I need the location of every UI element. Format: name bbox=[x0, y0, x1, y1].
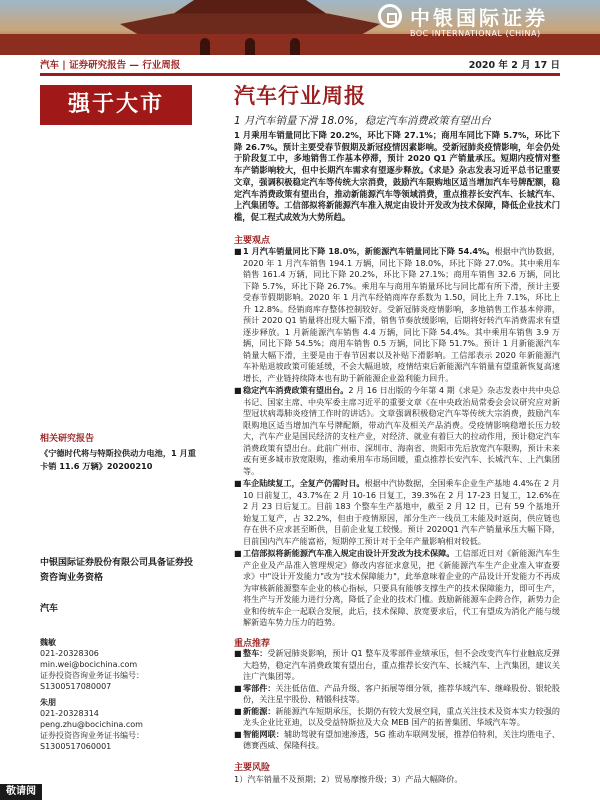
related-report-link[interactable]: 《宁德时代将与特斯拉供动力电池，1 月重卡销 11.6 万辆》20200210 bbox=[40, 448, 196, 471]
analyst-cert: 证券投资咨询业务证书编号：S1300517060001 bbox=[40, 731, 144, 751]
palace-gate bbox=[245, 38, 255, 55]
bullet-icon: ■ bbox=[234, 548, 242, 558]
focus-head: 零部件： bbox=[243, 682, 276, 693]
focus-head: 新能源： bbox=[243, 705, 276, 716]
analyst-name: 朱朋 bbox=[40, 698, 56, 707]
list-item bbox=[234, 385, 560, 477]
list-item bbox=[234, 246, 560, 384]
focus-list bbox=[234, 648, 560, 752]
boc-logo-icon bbox=[378, 4, 402, 28]
bullet-icon: ■ bbox=[234, 705, 242, 716]
section-risk: 主要风险 bbox=[234, 763, 271, 773]
list-item bbox=[234, 648, 560, 683]
sector-label: 汽车 bbox=[40, 604, 59, 614]
palace-gate bbox=[200, 38, 210, 55]
main-points-list bbox=[234, 246, 560, 630]
analyst-card bbox=[40, 637, 210, 692]
section-main-points: 主要观点 bbox=[234, 236, 271, 246]
analyst-cert: 证券投资咨询业务证书编号：S1300517080007 bbox=[40, 671, 144, 691]
point-head: 1 月汽车销量同比下降 18.0%，新能源汽车销量同比下降 54.4%。 bbox=[243, 246, 495, 256]
logo-en-text: BOC INTERNATIONAL (CHINA) bbox=[410, 29, 541, 38]
rating-badge: 强于大市 bbox=[40, 85, 192, 125]
page-subtitle: 1 月汽车销量下滑 18.0%，稳定汽车消费政策有望出台 bbox=[234, 115, 491, 127]
focus-body: 关注低估值、产品升级、客户拓展等细分领，推荐华域汽车、继峰股份、银轮股份，关注星宇股份、精锻科技等。 bbox=[243, 682, 560, 704]
point-head: 车企陆续复工，全复产仍需时日。 bbox=[243, 478, 365, 488]
breadcrumb: 汽车 | 证券研究报告 — 行业周报 bbox=[40, 60, 181, 71]
bullet-icon: ■ bbox=[234, 728, 242, 739]
point-body: 根据中汽协数据，2020 年 1 月汽车销售 194.1 万辆，同比下降 18.0%，环比下降 27.0%。其中乘用车销售 161.4 万辆，同比下降 20.2%，环比下降 27.1%；商用车销售 32.6 万辆，同比下降 5.7%，环比下降 26.7%。乘用车与商用车销量环比与同比都有所下滑，预计主要受春节假期影响。2020 年 1 月汽车经销商库存系数为 1.50，同比上升 7.1%，环比上升 12.8%。经销商库存整体控制较好。受新冠肺炎疫情影响，多地销售工作基本停滞，预计 2020 Q1 销量将出现大幅下滑，销售节奏放缓影响，后期将好转汽车消费需求有望逐步释放。1 月新能源汽车销售 4.4 万辆，同比下降 54.4%。其中乘用车销售 3.9 万辆，同比下降 54.5%；商用车销售 0.5 万辆，同比下降 51.7%。预计 1 月新能源汽车销量大幅下滑，主要是由于春节因素以及补贴下滑影响。工信部表示 2020 年新能源汽车补贴退坡政策可能延缓，不会大幅退坡，疫情结束后新能源汽车销量有望重新恢复高速增长，产业链持续降本也有助于新能源企业盈利能力回升。 bbox=[243, 246, 560, 383]
analyst-email[interactable]: peng.zhu@bocichina.com bbox=[40, 720, 143, 729]
analyst-phone: 021-20328314 bbox=[40, 709, 99, 718]
section-focus: 重点推荐 bbox=[234, 639, 271, 649]
bullet-icon: ■ bbox=[234, 246, 242, 256]
focus-body: 新能源汽车短期承压，长期仍有较大发展空间，重点关注技术及资本实力较强的龙头企业比亚迪，以及受益特斯拉及大众 MEB 国产的拓普集团、华域汽车等。 bbox=[243, 705, 560, 727]
bullet-icon: ■ bbox=[234, 478, 242, 488]
point-body: 根据中汽协数据，全国乘车企业生产基地 4.4%在 2 月 10 日前复工，43.7%在 2 月 10-16 日复工，39.3%在 2 月 17-23 日复工，12.6%在 2 月 23 日后复工。目前 183 个整车生产基地中，截至 2 月 12 日，已有 59 个基地开始复工复产，占 32.2%，但由于疫情原因，部分生产一线员工未能及时返岗，供应链也存在供不应求甚至断供，目前企业复工较慢。预计 2020Q1 汽车产销量承压大幅下降，目前国内汽车产能富裕，短期停工预计对于全年产量影响相对较低。 bbox=[243, 478, 560, 546]
list-item bbox=[234, 683, 560, 706]
point-head: 工信部拟将新能源汽车准入规定由设计开发改为技术保障。 bbox=[243, 548, 455, 558]
company-logo bbox=[378, 0, 600, 55]
footer-disclaimer-label: 敬请阅 bbox=[0, 784, 42, 800]
point-body: 工信部近日对《新能源汽车生产企业及产品准入管理规定》修改内容征求意见，把《新能源汽车生产企业准入审查要求》中"设计开发能力"改为"技术保障能力"，此举意味着企业的产品设计开发能力不再成为审核新能源整车企业的核心指标，只要具有能够支撑生产的技术保障能力，即可生产，将生产与开发能力进行分离，降低了企业的技术门槛。鼓励新能源车企跨合作，新势力企业和传统车企一起联合发展，此后，技术保障、放宽要求后，代工有望成为消化产能与缓解新造车势力压力的趋势。 bbox=[243, 548, 560, 627]
bullet-icon: ■ bbox=[234, 648, 242, 658]
header-banner bbox=[0, 0, 600, 55]
point-head: 稳定汽车消费政策有望出台。 bbox=[243, 385, 349, 395]
list-item bbox=[234, 478, 560, 547]
institution-text: 中银国际证券股份有限公司具备证券投资咨询业务资格 bbox=[40, 558, 194, 583]
logo-cn-text: 中银国际证券 bbox=[410, 6, 548, 30]
focus-body: 受新冠肺炎影响，预计 Q1 整车及零部件业绩承压，但不会改变汽车行业触底反弹大趋势，稳定汽车消费政策有望出台，重点推荐长安汽车、长城汽车、上汽集团，建议关注广汽集团等。 bbox=[243, 648, 560, 681]
focus-head: 整车： bbox=[243, 648, 268, 658]
analyst-card bbox=[40, 697, 210, 752]
footer-bar bbox=[0, 784, 600, 800]
report-heading bbox=[234, 80, 560, 128]
report-summary: 1 月乘用车销量同比下降 20.2%，环比下降 27.1%；商用车同比下降 5.7%，环比下降 26.7%。预计主要受春节假期及新冠疫情因素影响。受新冠肺炎疫情影响，年会仍处于阶段复工中，多地销售工作基本停滞，预计 2020 Q1 产销量承压。短期内疫情对整车产销影响较大，但中长期汽车需求有望逐步释放。《求是》杂志发表习近平总书记重要文章，强调积极稳定汽车等传统大宗消费，鼓励汽车限购地区适当增加汽车号牌配额，稳定汽车消费政策有望出台，推动新能源汽车等领域消费，重点推荐长安汽车、长城汽车、上汽集团等。工信部拟将新能源汽车准入规定由设计开发改为技术保障，降低企业技术门槛，促工程式成效为大势所趋。 bbox=[234, 130, 560, 222]
header-divider bbox=[40, 73, 560, 76]
analyst-email[interactable]: min.wei@bocichina.com bbox=[40, 660, 138, 669]
bullet-icon: ■ bbox=[234, 385, 242, 395]
report-date: 2020 年 2 月 17 日 bbox=[468, 60, 560, 71]
list-item bbox=[234, 548, 560, 629]
list-item bbox=[234, 729, 560, 752]
bullet-icon: ■ bbox=[234, 682, 242, 693]
focus-head: 智能网联： bbox=[243, 728, 285, 739]
focus-body: 辅助驾驶有望加速渗透，5G 推动车联网发展，推荐伯特利，关注均胜电子、德赛西威、保隆科技。 bbox=[243, 728, 560, 750]
point-body: 2 月 16 日出版的今年第 4 期《求是》杂志发表中共中央总书记、国家主席、中央军委主席习近平的重要文章《在中央政治局常委会会议研究应对新型冠状病毒肺炎疫情工作时的讲话》。文章强调积极稳定汽车等传统大宗消费，鼓励汽车限购地区适当增加汽车号牌配额，带动汽车及相关产品消费。受疫情影响稳增长压力较大，汽车产业是国民经济的支柱产业，对经济、就业有着巨大的拉动作用，预计稳定汽车消费政策有望出台。此前广州市、深圳市、海南省、贵阳市先后放宽汽车限购，预计未来或有更多城市放宽限购，推动乘用车市场回暖，重点推荐长安汽车、长城汽车、上汽集团等。 bbox=[243, 385, 560, 476]
analyst-name: 魏敏 bbox=[40, 638, 56, 647]
related-reports-heading: 相关研究报告 bbox=[40, 434, 95, 444]
palace-gate bbox=[290, 38, 300, 55]
page-title: 汽车行业周报 bbox=[234, 84, 366, 108]
risk-text: 1）汽车销量不及预期；2）贸易摩擦升级；3）产品大幅降价。 bbox=[234, 774, 463, 784]
analyst-phone: 021-20328306 bbox=[40, 649, 99, 658]
list-item bbox=[234, 706, 560, 729]
